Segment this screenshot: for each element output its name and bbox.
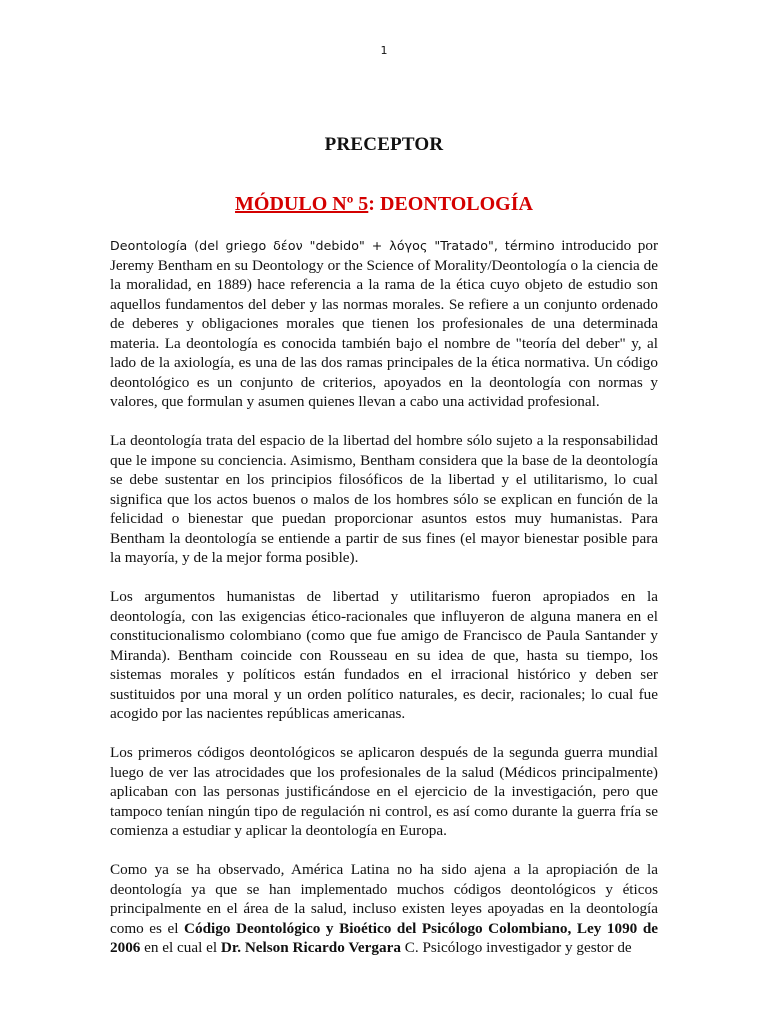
paragraph-2: La deontología trata del espacio de la libertad del hombre sólo sujeto a la responsabilidad que le impone su conciencia. Asimismo, Bentham considera que la base de la deontología se debe sustentar en los principios filosóficos de la libertad y el utilitarismo, lo cual significa que los actos buenos o malos de los hombres sólo se explican en función de la felicidad o bienestar que puedan proporcionar asuntos estos muy humanistas. Para Bentham la deontología se entiende a partir de sus fines (el mayor bienestar posible para la mayoría, y de la mejor forma posible).: [110, 432, 658, 566]
paragraph-5-part-2: en el cual el: [140, 939, 221, 956]
paragraph-1: [110, 236, 658, 412]
document-title: PRECEPTOR: [324, 134, 444, 155]
paragraph-5-part-1: Como ya se ha observado, América Latina no ha sido ajena a la apropiación de la deontología ya que se han implementado muchos códigos deontológicos y éticos principalmente en el área de la salud, incluso existen leyes apoyadas en la deontología como es el: [110, 861, 658, 937]
paragraph-5: [110, 860, 658, 958]
paragraph-1-rest: introducido por Jeremy Bentham en su Deontology or the Science of Morality/Deontología o la ciencia de la moralidad, en 1889) hace referencia a la rama de la ética cuyo objeto de estudio son aquellos fundamentos del deber y las normas morales. Se refiere a un conjunto ordenado de deberes y obligaciones morales que tienen los profesionales de una determinada materia. La deontología es conocida también bajo el nombre de "teoría del deber" y, al lado de la axiología, es una de las dos ramas principales de la ética normativa. Un código deontológico es un conjunto de criterios, apoyados en la deontología con normas y valores, que formulan y asumen quienes llevan a cabo una actividad profesional.: [110, 237, 659, 410]
document-body: [110, 236, 658, 977]
law-reference: Código Deontológico y Bioético del Psicólogo Colombiano, Ley 1090 de 2006: [110, 919, 659, 956]
paragraph-4: Los primeros códigos deontológicos se aplicaron después de la segunda guerra mundial luego de ver las atrocidades que los profesionales de la salud (Médicos principalmente) aplicaban con las personas justificándose en el ejercicio de la investigación, pero que tampoco tenían ningún tipo de regulación ni control, es así como durante la guerra fría se comienza a estudiar y aplicar la deontología en Europa.: [110, 744, 658, 839]
module-heading: [0, 193, 768, 216]
paragraph-1-intro: Deontología (del griego δέον "debido" + λόγος "Tratado", término: [110, 238, 555, 253]
module-name: : DEONTOLOGÍA: [368, 193, 533, 215]
author-name: Dr. Nelson Ricardo Vergara: [220, 939, 401, 956]
module-number: MÓDULO Nº 5: [235, 193, 369, 215]
page-number: 1: [380, 44, 388, 57]
paragraph-3: Los argumentos humanistas de libertad y utilitarismo fueron apropiados en la deontología, con las exigencias ético-racionales que influyeron de alguna manera en el constitucionalismo colombiano (como que fue amigo de Francisco de Paula Santander y Miranda). Bentham coincide con Rousseau en su idea de que, hasta su tiempo, los sistemas morales y políticos están fundados en el irracional histórico y deben ser sustituidos por una moral y un orden político naturales, es decir, racionales; lo cual fue acogido por las nacientes repúblicas americanas.: [110, 588, 658, 722]
paragraph-5-part-3: C. Psicólogo investigador y gestor de: [400, 939, 632, 956]
